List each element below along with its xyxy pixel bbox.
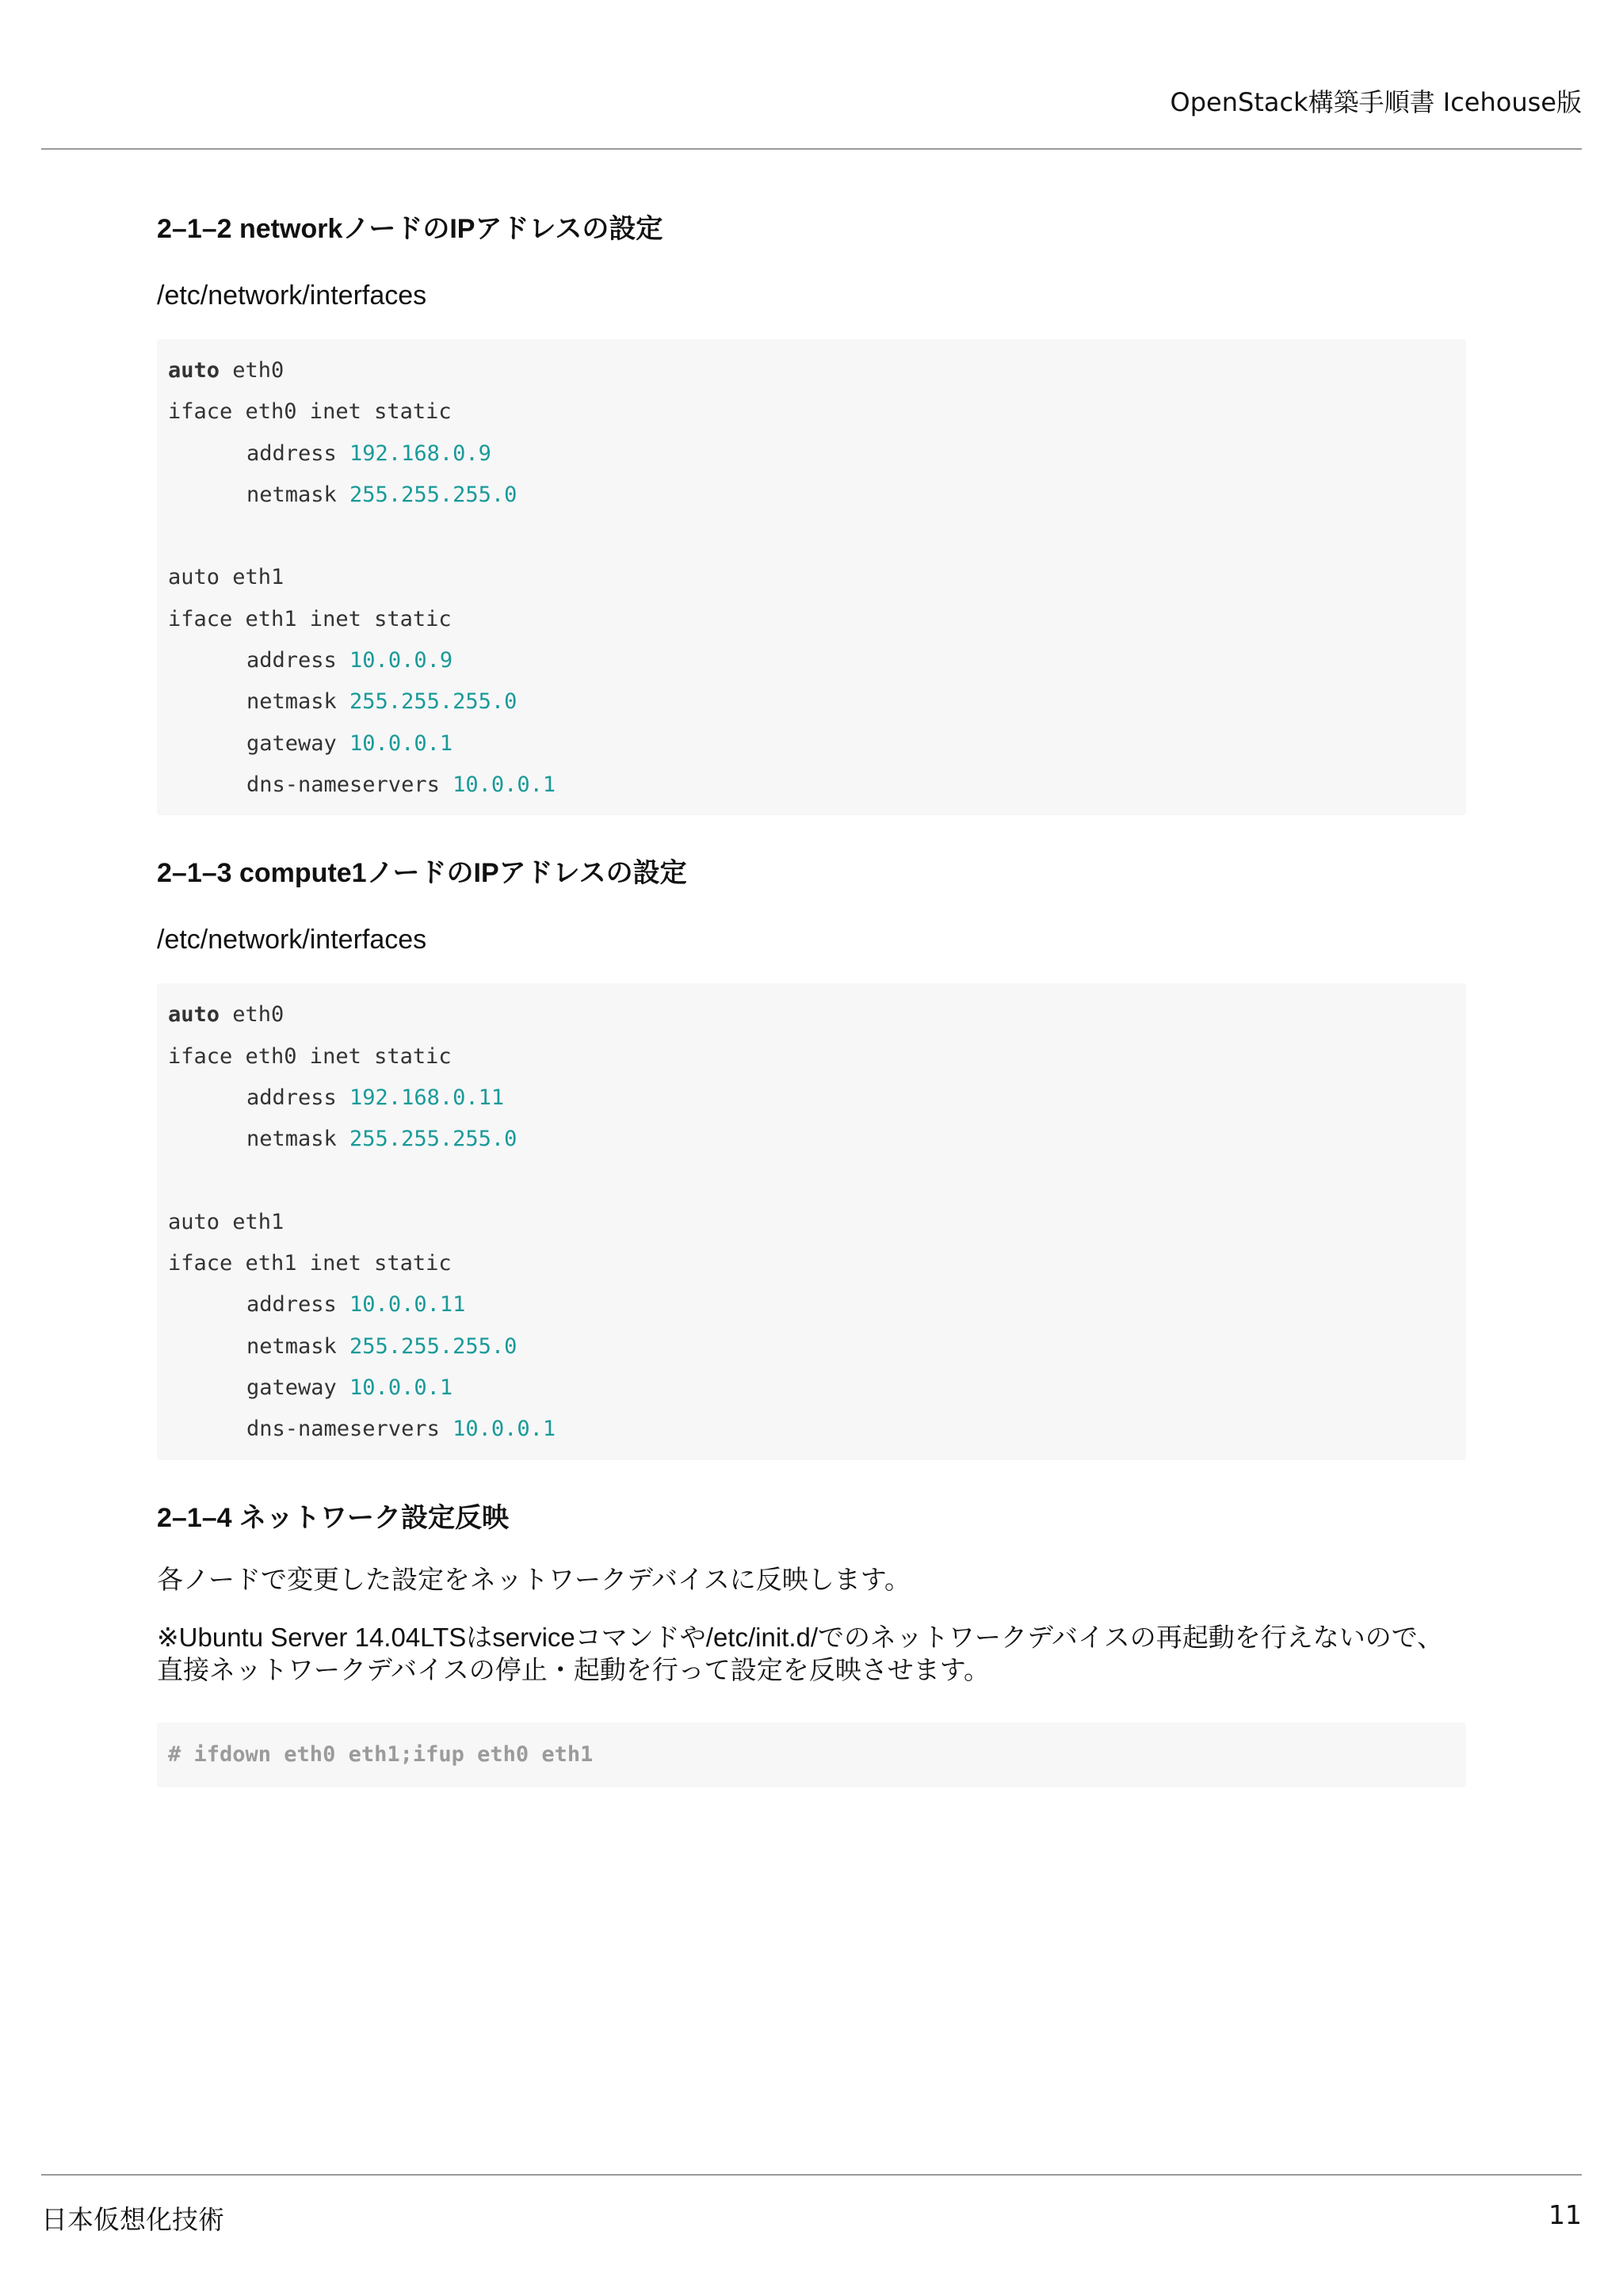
code-value: 255.255.255.0	[349, 482, 517, 507]
code-text: address	[246, 1292, 350, 1318]
code-line	[168, 1367, 1455, 1409]
command-block-ifdown-ifup	[157, 1722, 1466, 1787]
section-heading-network-node: 2–1–2 networkノードのIPアドレスの設定	[157, 214, 663, 244]
file-path-network-node: /etc/network/interfaces	[157, 280, 427, 311]
code-text: gateway	[246, 730, 350, 756]
code-line	[168, 475, 1455, 516]
code-line	[168, 1077, 1455, 1119]
code-text: netmask	[246, 1333, 350, 1359]
code-text: netmask	[246, 482, 350, 507]
paragraph-apply-description: 各ノードで変更した設定をネットワークデバイスに反映します。	[157, 1564, 911, 1594]
code-line	[168, 1284, 1455, 1325]
code-line	[168, 765, 1455, 806]
code-line	[168, 350, 1455, 391]
code-line: iface eth0 inet static	[168, 399, 452, 425]
file-path-compute1-node: /etc/network/interfaces	[157, 925, 427, 955]
footer-page-number: 11	[1549, 2199, 1582, 2230]
code-value: 10.0.0.1	[349, 1375, 453, 1400]
code-value: 255.255.255.0	[349, 1333, 517, 1359]
section-heading-network-apply: 2–1–4 ネットワーク設定反映	[157, 1502, 509, 1533]
code-line: iface eth1 inet static	[168, 606, 452, 631]
code-value: 10.0.0.11	[349, 1292, 466, 1318]
code-text: netmask	[246, 689, 350, 715]
code-line: auto eth1	[168, 565, 285, 590]
code-line: iface eth1 inet static	[168, 1251, 452, 1276]
code-text: address	[246, 441, 350, 466]
code-text: eth0	[220, 1002, 285, 1028]
footer-company-name: 日本仮想化技術	[41, 2204, 224, 2235]
page-content	[157, 208, 1466, 1787]
code-block-compute1-node	[157, 983, 1466, 1459]
command-text: # ifdown eth0 eth1;ifup eth0 eth1	[168, 1741, 594, 1767]
code-line	[168, 433, 1455, 475]
code-blank-line	[168, 516, 1455, 557]
code-text: dns-nameservers	[246, 772, 453, 797]
code-value: 255.255.255.0	[349, 1127, 517, 1152]
code-line	[168, 681, 1455, 723]
header-divider	[41, 148, 1582, 150]
section-heading-compute1-node: 2–1–3 compute1ノードのIPアドレスの設定	[157, 858, 687, 889]
footer-divider	[41, 2174, 1582, 2176]
code-line	[168, 994, 1455, 1035]
code-text: address	[246, 648, 350, 673]
running-header-title: OpenStack構築手順書 Icehouse版	[1170, 87, 1582, 117]
code-keyword: auto	[168, 1002, 220, 1028]
code-text: address	[246, 1085, 350, 1110]
code-blank-line	[168, 1160, 1455, 1201]
code-line	[168, 640, 1455, 681]
paragraph-ubuntu-note: ※Ubuntu Server 14.04LTSはserviceコマンドや/etc/init.d/でのネットワークデバイスの再起動を行えないので、直接ネットワークデバイスの停止・起動を行って設定を反映させます。	[157, 1622, 1444, 1684]
code-text: gateway	[246, 1375, 350, 1400]
code-value: 255.255.255.0	[349, 689, 517, 715]
code-text: netmask	[246, 1127, 350, 1152]
code-line	[168, 1409, 1455, 1450]
code-value: 10.0.0.9	[349, 648, 453, 673]
code-line	[168, 1326, 1455, 1367]
code-value: 10.0.0.1	[453, 772, 556, 797]
code-value: 10.0.0.1	[349, 730, 453, 756]
code-block-network-node	[157, 339, 1466, 815]
code-value: 10.0.0.1	[453, 1417, 556, 1442]
code-line	[168, 723, 1455, 765]
code-line: auto eth1	[168, 1209, 285, 1234]
code-value: 192.168.0.9	[349, 441, 491, 466]
code-line	[168, 1119, 1455, 1160]
code-text: dns-nameservers	[246, 1417, 453, 1442]
code-text: eth0	[220, 358, 285, 383]
code-keyword: auto	[168, 358, 220, 383]
code-line: iface eth0 inet static	[168, 1043, 452, 1069]
code-value: 192.168.0.11	[349, 1085, 505, 1110]
